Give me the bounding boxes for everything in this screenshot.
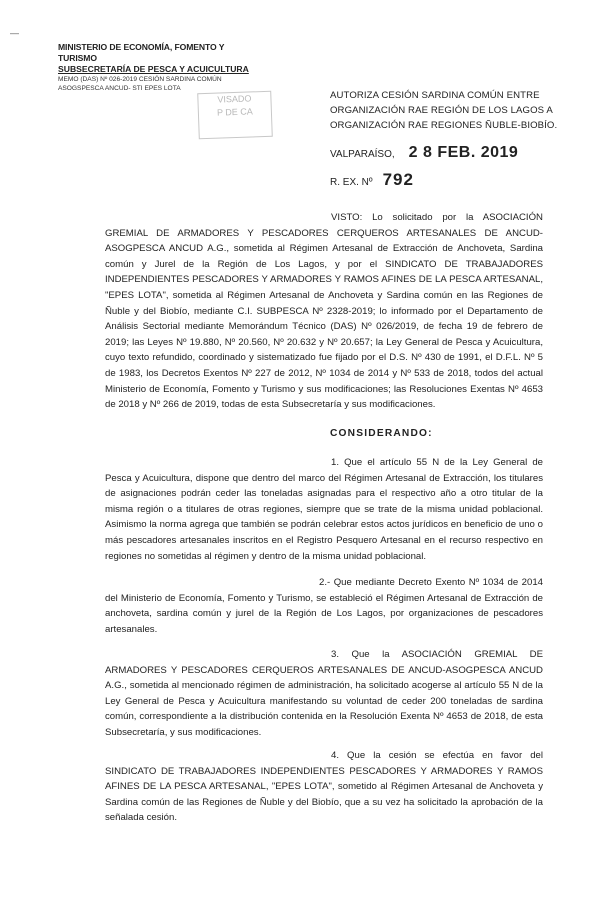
resolution-title: AUTORIZA CESIÓN SARDINA COMÚN ENTRE ORGANIZACIÓN RAE REGIÓN DE LOS LAGOS A ORGANIZACIÓN RAE REGIONES ÑUBLE-BIOBÍO. xyxy=(330,90,558,131)
rex-label: R. EX. Nº xyxy=(330,177,373,188)
considerando-1: 1. Que el artículo 55 N de la Ley General de Pesca y Acuicultura, dispone que dentro del marco del Régimen Artesanal de Extracción, los titulares de asignaciones podrán ceder las toneladas asignadas para el respectivo año a otro titular de la misma región o a titulares de otras regiones, siempre que se trate de la misma unidad poblacional. Asimismo la norma agrega que también se podrán celebrar estos actos jurídicos en beneficio de uno o más pescadores artesanales inscritos en el Registro Pesquero Artesanal en el recurso respectivo en regiones no sometidas al régimen y dentro de la misma unidad poblacional. xyxy=(105,457,543,562)
subsecretaria-name: SUBSECRETARÍA DE PESCA Y ACUICULTURA xyxy=(58,64,249,74)
reference-line: ASOGSPESCA ANCUD- STI EPES LOTA xyxy=(58,85,181,92)
visado-stamp xyxy=(197,91,273,140)
rex-number: 792 xyxy=(382,170,414,189)
considerando-heading: CONSIDERANDO: xyxy=(330,428,433,439)
visto-paragraph: VISTO: Lo solicitado por la ASOCIACIÓN GREMIAL DE ARMADORES Y PESCADORES CERQUEROS ARTESANALES DE ANCUD-ASOGPESCA ANCUD A.G., sometida al Régimen Artesanal de Extracción de Anchoveta, Sardina común y Jurel de la Región de Los Lagos, y por el SINDICATO DE TRABAJADORES INDEPENDIENTES PESCADORES Y ARMADORES Y RAMOS AFINES DE LA PESCA ARTESANAL, "EPES LOTA", sometida al Régimen Artesanal de Anchoveta y Sardina común en las Regiones de Ñuble y del Biobío, mediante C.I. SUBPESCA Nº 2328-2019; lo informado por el Departamento de Análisis Sectorial mediante Memorándum Técnico (DAS) Nº 026/2019, de fecha 19 de febrero de 2019; las Leyes Nº 19.880, Nº 20.560, Nº 20.632 y Nº 20.657; la Ley General de Pesca y Acuicultura, cuyo texto refundido, coordinado y sistematizado fue fijado por el D.S. Nº 430 de 1991, el D.F.L. Nº 5 de 1983, los Decretos Exentos Nº 227 de 2012, Nº 1034 de 2014 y Nº 533 de 2018, todos del actual Ministerio de Economía, Fomento y Turismo y sus modificaciones; las Resoluciones Exentas Nº 4653 de 2018 y Nº 266 de 2019, todas de esta Subsecretaría y sus modificaciones. xyxy=(105,212,543,411)
stamp-line-2: P DE CA xyxy=(216,106,253,118)
ministry-name: MINISTERIO DE ECONOMÍA, FOMENTO Y TURISMO xyxy=(58,42,225,63)
place-date xyxy=(330,144,518,162)
letterhead xyxy=(58,42,258,93)
considerando-3: 3. Que la ASOCIACIÓN GREMIAL DE ARMADORES Y PESCADORES CERQUEROS ARTESANALES DE ANCUD-ASOGPESCA ANCUD A.G., sometida al mencionado régimen de administración, ha solicitado acogerse al artículo 55 N de la Ley General de Pesca y Acuicultura manifestando su voluntad de ceder 200 toneladas de sardina común, correspondiente a la distribución contenida en la Resolución Exenta Nº 4653 de 2018, de esta Subsecretaría, y sus modificaciones. xyxy=(105,649,543,738)
considerando-4: 4. Que la cesión se efectúa en favor del SINDICATO DE TRABAJADORES INDEPENDIENTES PESCADORES Y ARMADORES Y RAMOS AFINES DE LA PESCA ARTESANAL, "EPES LOTA", sometido al Régimen Artesanal de Anchoveta y Sardina común de las Regiones de Ñuble y del Biobío, que a su vez ha solicitado la aprobación de la señalada cesión. xyxy=(105,750,543,824)
place-label: VALPARAÍSO, xyxy=(330,149,395,160)
stamp-line-1: VISADO xyxy=(217,93,252,105)
considerando-2: 2.- Que mediante Decreto Exento Nº 1034 de 2014 del Ministerio de Economía, Fomento y Turismo, se estableció el Régimen Artesanal de Extracción de anchoveta, sardina común y jurel de la Región de Los Lagos, por organizaciones de pescadores artesanales. xyxy=(105,577,543,635)
resolution-date: 2 8 FEB. 2019 xyxy=(408,144,519,161)
resolution-number xyxy=(330,170,414,190)
memo-reference: MEMO (DAS) Nº 026-2019 CESIÓN SARDINA COMÚN xyxy=(58,76,222,83)
corner-mark: — xyxy=(10,28,19,38)
